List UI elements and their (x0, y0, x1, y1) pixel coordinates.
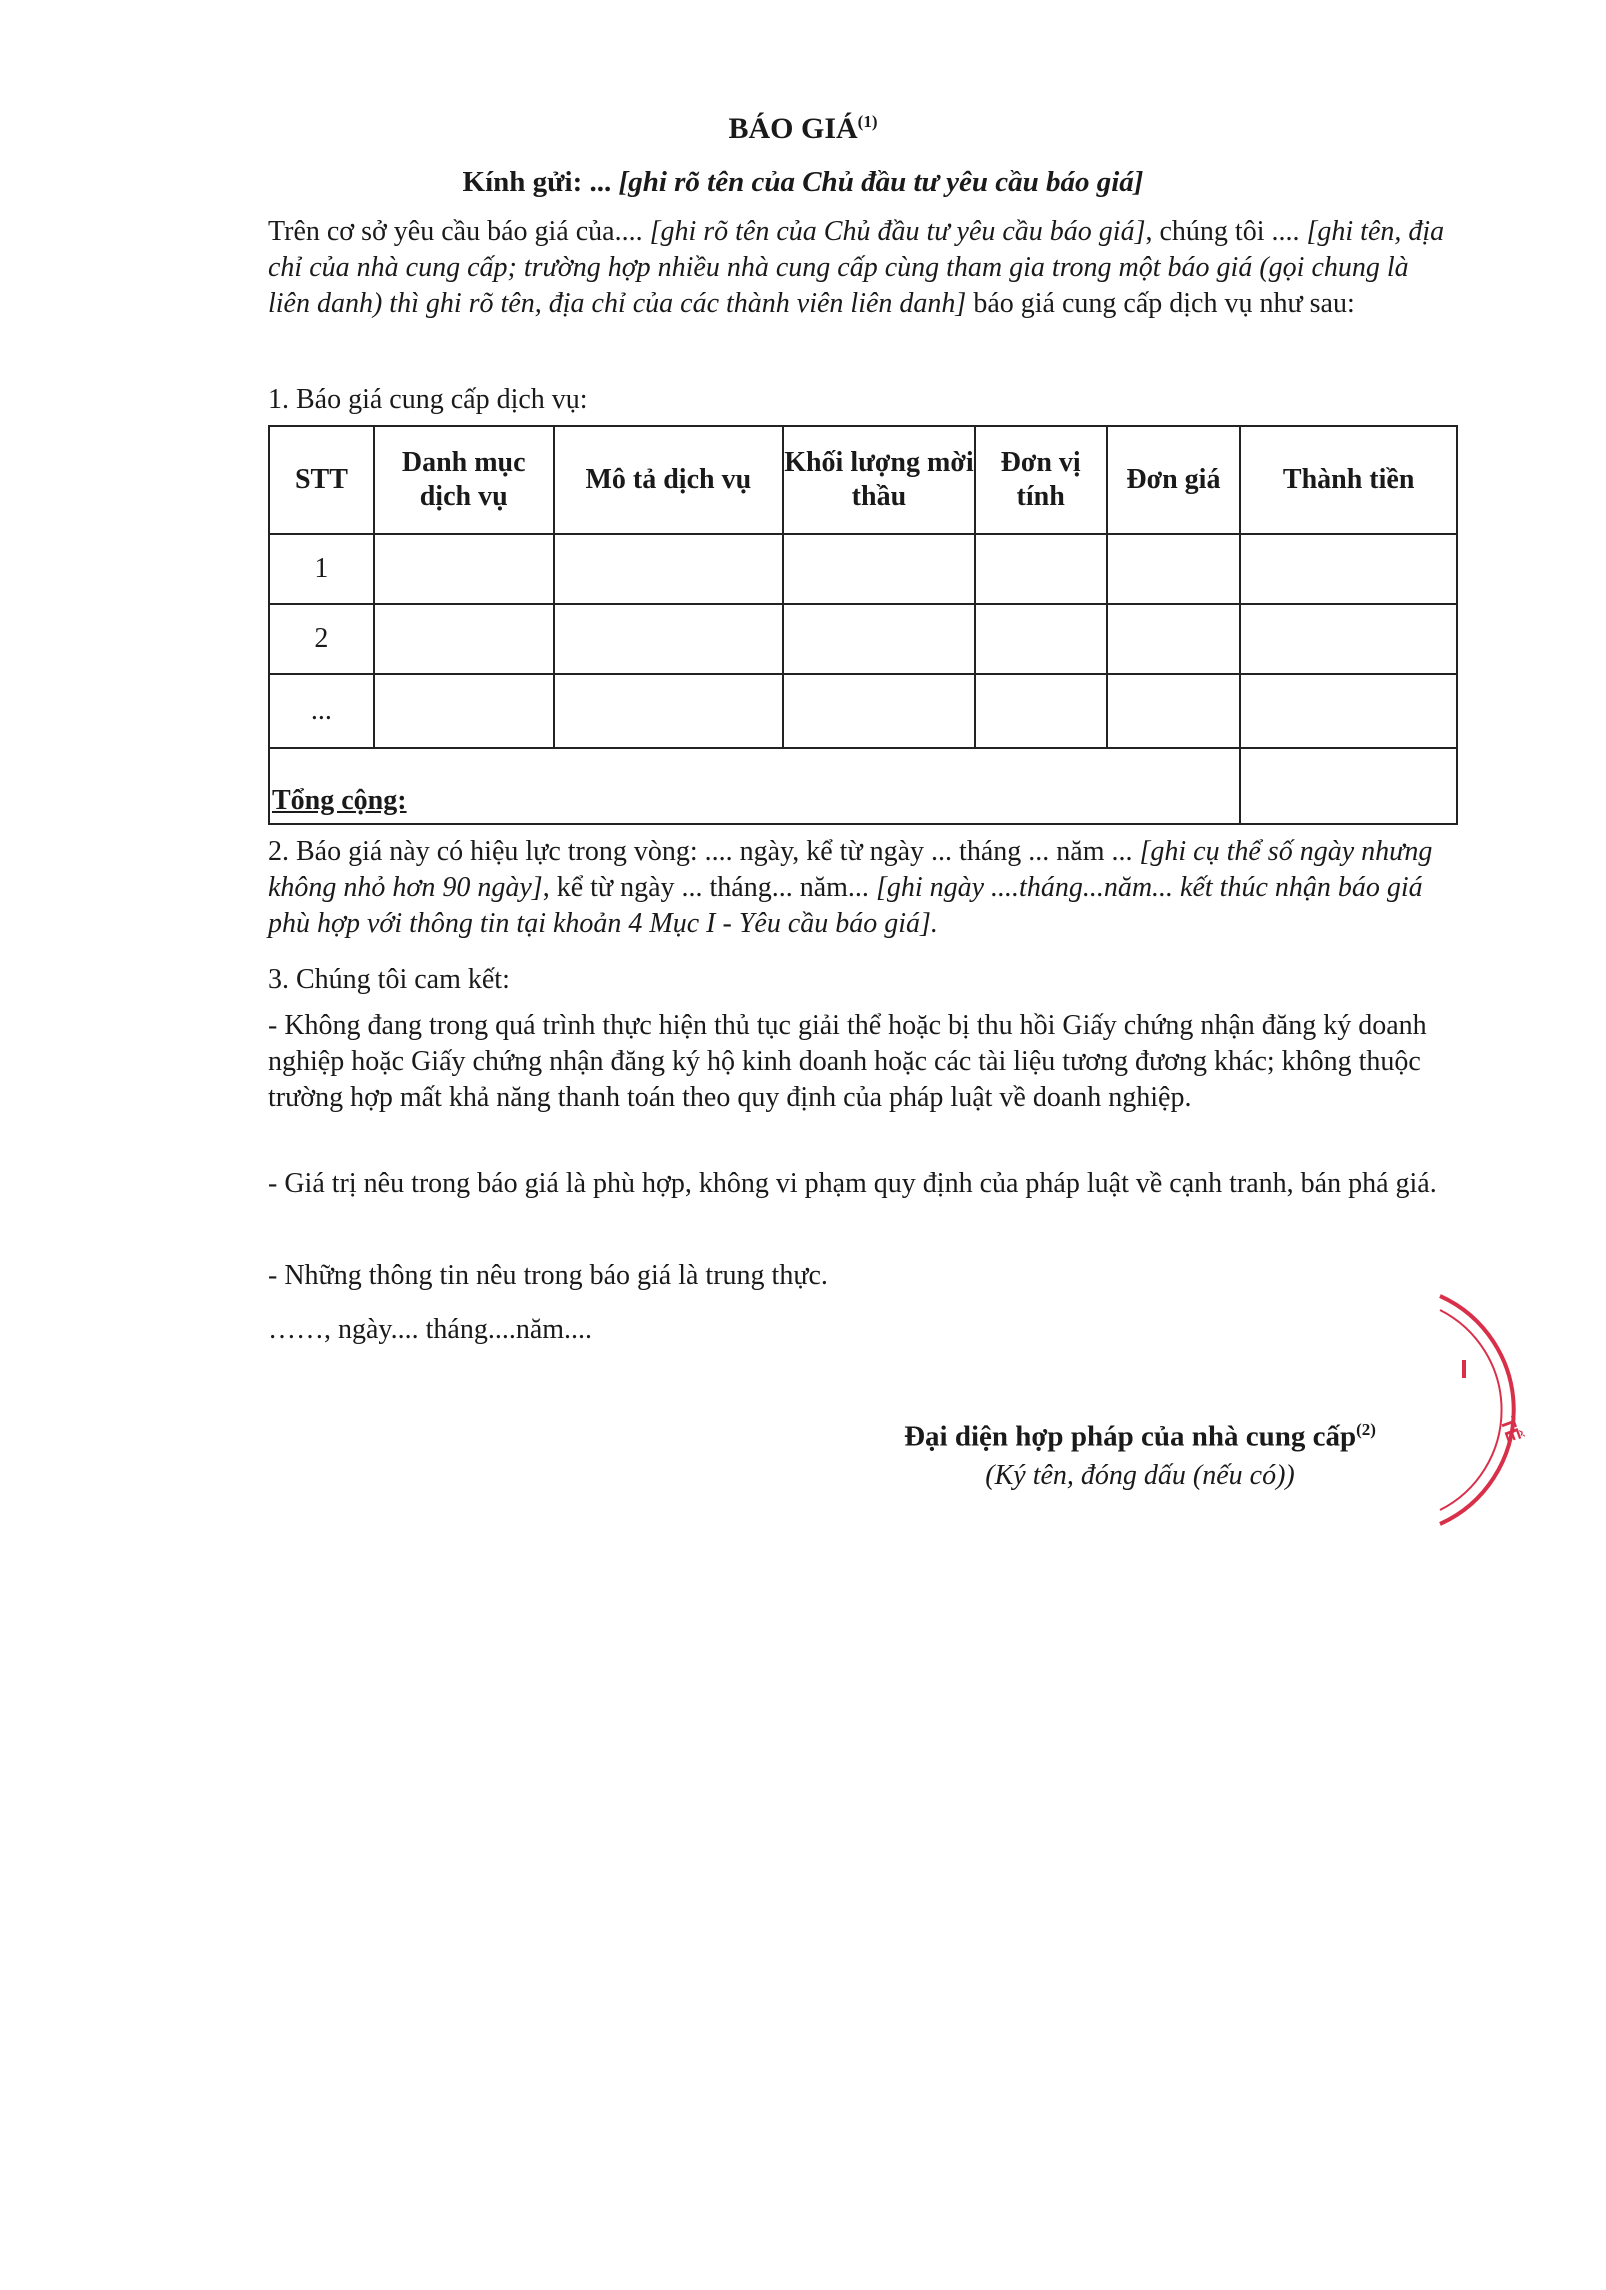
table-cell (1107, 534, 1241, 604)
table-cell (554, 604, 784, 674)
header-amount: Thành tiền (1240, 426, 1457, 534)
header-stt: STT (269, 426, 374, 534)
table-cell (374, 604, 554, 674)
document-title (0, 112, 1606, 146)
table-cell (783, 604, 975, 674)
stamp-mark (1462, 1360, 1466, 1378)
section-2-placeholder-2: [ghi ngày ....tháng...năm... kết thúc nhận báo giá phù hợp với thông tin tại khoản 4 Mục I - Yêu cầu báo giá]. (268, 872, 1423, 939)
header-unit: Đơn vị tính (975, 426, 1107, 534)
section-2-paragraph (268, 834, 1448, 942)
stamp-text: TẾ (1495, 1414, 1525, 1446)
signer-note: (Ký tên, đóng dấu (nếu có)) (985, 1460, 1295, 1491)
date-line: ……, ngày.... tháng....năm.... (268, 1314, 593, 1345)
row-number: 2 (269, 604, 374, 674)
table-cell (1107, 604, 1241, 674)
section-2-placeholder-1: [ghi cụ thể số ngày nhưng không nhỏ hơn 90 ngày] (268, 836, 1433, 903)
table-row (269, 534, 1457, 604)
table-cell (374, 674, 554, 748)
commitment-2: - Giá trị nêu trong báo giá là phù hợp, không vi phạm quy định của pháp luật về cạnh tranh, bán phá giá. (268, 1168, 1437, 1199)
total-amount-cell (1240, 748, 1457, 824)
table-cell (1240, 674, 1457, 748)
section-2-text-1: 2. Báo giá này có hiệu lực trong vòng: .... ngày, kể từ ngày ... tháng ... năm ... (268, 836, 1140, 867)
intro-paragraph (268, 214, 1448, 322)
row-number: 1 (269, 534, 374, 604)
commitment-3: - Những thông tin nêu trong báo giá là trung thực. (268, 1260, 828, 1291)
total-label: Tổng cộng: (269, 748, 1240, 824)
table-cell (1240, 604, 1457, 674)
signer-title-text: Đại diện hợp pháp của nhà cung cấp (904, 1420, 1357, 1453)
recipient-line (0, 166, 1606, 199)
table-cell (975, 534, 1107, 604)
title-footnote-mark: (1) (857, 112, 878, 131)
intro-text-2: , chúng tôi .... (1145, 216, 1307, 247)
table-cell (783, 674, 975, 748)
table-row (269, 674, 1457, 748)
red-stamp-icon (1400, 1280, 1606, 1540)
header-service-category: Danh mục dịch vụ (374, 426, 554, 534)
row-number: ... (269, 674, 374, 748)
recipient-label: Kính gửi: ... (462, 166, 619, 198)
stamp-ring-outer (1440, 1296, 1514, 1524)
table-cell (783, 534, 975, 604)
quote-table (268, 425, 1458, 825)
section-2-text-2: , kể từ ngày ... tháng... năm... (542, 872, 876, 903)
header-unit-price: Đơn giá (1107, 426, 1241, 534)
signer-footnote-mark: (2) (1356, 1420, 1376, 1439)
intro-placeholder-2: [ghi tên, địa chỉ của nhà cung cấp; trường hợp nhiều nhà cung cấp cùng tham gia trong một báo giá (gọi chung là liên danh) thì ghi rõ tên, địa chỉ của các thành viên liên danh] (268, 216, 1445, 319)
table-cell (554, 674, 784, 748)
signer-title (840, 1420, 1440, 1454)
intro-text-3: báo giá cung cấp dịch vụ như sau: (966, 288, 1355, 319)
intro-text-1: Trên cơ sở yêu cầu báo giá của.... (268, 216, 650, 247)
table-cell (975, 674, 1107, 748)
section-1-heading: 1. Báo giá cung cấp dịch vụ: (268, 384, 588, 415)
table-cell (374, 534, 554, 604)
table-header-row (269, 426, 1457, 534)
table-cell (975, 604, 1107, 674)
table-cell (554, 534, 784, 604)
commitment-1: - Không đang trong quá trình thực hiện thủ tục giải thể hoặc bị thu hồi Giấy chứng nhận đăng ký doanh nghiệp hoặc Giấy chứng nhận đăng ký hộ kinh doanh hoặc các tài liệu tương đương khác; không thuộc trường hợp mất khả năng thanh toán theo quy định của pháp luật về doanh nghiệp. (268, 1010, 1427, 1113)
intro-placeholder-1: [ghi rõ tên của Chủ đầu tư yêu cầu báo giá] (649, 216, 1146, 247)
table-row (269, 604, 1457, 674)
title-text: BÁO GIÁ (728, 112, 858, 145)
table-cell (1107, 674, 1241, 748)
header-service-description: Mô tả dịch vụ (554, 426, 784, 534)
table-cell (1240, 534, 1457, 604)
table-total-row (269, 748, 1457, 824)
recipient-placeholder: [ghi rõ tên của Chủ đầu tư yêu cầu báo giá] (618, 166, 1144, 198)
section-3-heading: 3. Chúng tôi cam kết: (268, 964, 510, 995)
header-quantity: Khối lượng mời thầu (783, 426, 975, 534)
